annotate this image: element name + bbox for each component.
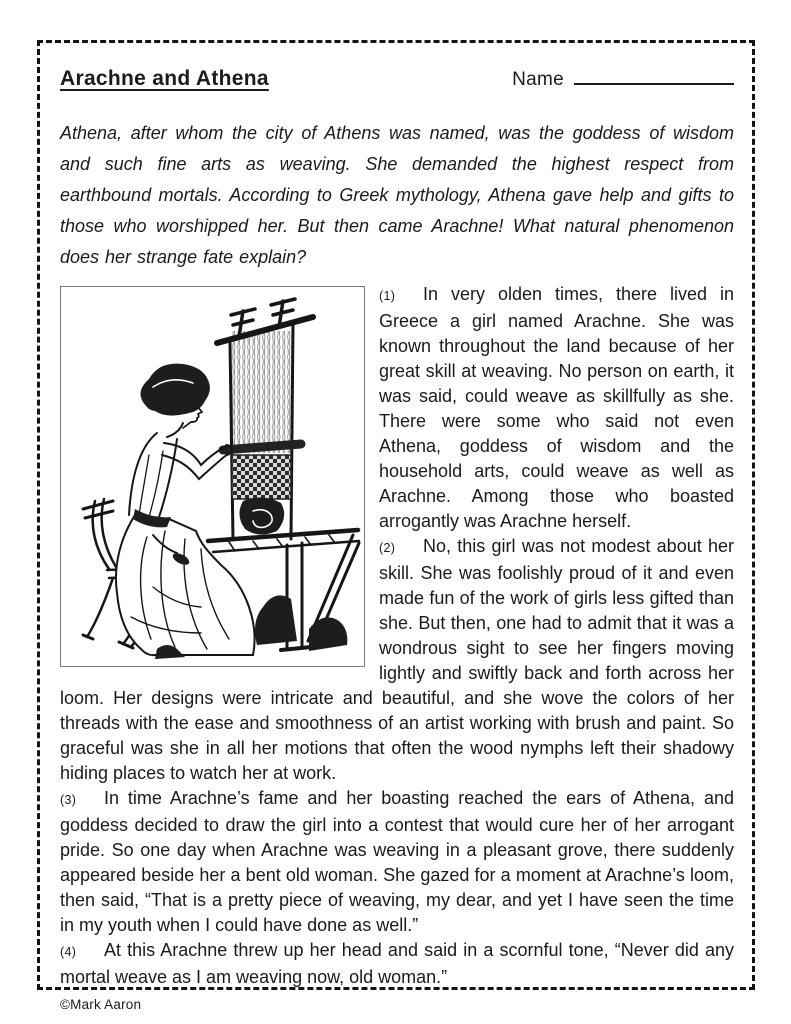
paragraph-number: (2) (379, 541, 396, 556)
paragraph-text: No, this girl was not modest about her skill. She was foolishly proud of it and even made fun of the work of girls less gifted than she. But then, one had to admit that it was a wondrous sight to see her fingers moving lightly and swiftly back and forth across her loom. Her designs were intricate and beautiful, and she wove the colors of her threads with the ease and smoothness of an artist working with brush and paint. So graceful was she in all her motions that often the wood nymphs left their shadowy hiding places to watch her at work. (60, 536, 734, 784)
paragraph-text: In very olden times, there lived in Greece a girl named Arachne. She was known throughout the land because of her great skill at weaving. No person on earth, it was said, could weave as skillfully as she. There were some who said not even Athena, goddess of wisdom and the household arts, could weave as well as Arachne. Among those who boasted arrogantly was Arachne herself. (379, 284, 734, 532)
woman-weaving-illustration (60, 286, 365, 667)
copyright-notice: ©Mark Aaron (60, 997, 142, 1013)
page-title: Arachne and Athena (60, 67, 269, 91)
passage-paragraph-4 (60, 938, 734, 990)
loom-drawing (61, 287, 364, 666)
passage-body (60, 282, 734, 990)
name-field (512, 65, 734, 91)
passage-paragraph-3 (60, 786, 734, 938)
paragraph-number: (4) (60, 945, 77, 960)
loom-frame (217, 299, 313, 539)
intro-paragraph: Athena, after whom the city of Athens was named, was the goddess of wisdom and such fine arts as weaving. She demanded the highest respect from earthbound mortals. According to Greek mythology, Athena gave help and gifts to those who worshipped her. But then came Arachne! What natural phenomenon does her strange fate explain? (60, 123, 734, 268)
paragraph-text: At this Arachne threw up her head and said in a scornful tone, “Never did any mortal weave as I am weaving now, old woman.” (60, 940, 734, 988)
paragraph-number: (3) (60, 793, 77, 808)
paragraph-text: In time Arachne’s fame and her boasting reached the ears of Athena, and goddess decided to draw the girl into a contest that would cure her of her arrogant pride. So one day when Arachne was weaving in a pleasant grove, there suddenly appeared beside her a bent old woman. She gazed for a moment at Arachne’s loom, then said, “That is a pretty piece of weaving, my dear, and yet I have seen the time in my youth when I could have done as well.” (60, 788, 734, 936)
worksheet-page (37, 40, 755, 1013)
worksheet-header (60, 65, 734, 91)
name-label: Name (512, 69, 564, 91)
paragraph-number: (1) (379, 289, 396, 304)
name-blank-line (574, 65, 734, 85)
